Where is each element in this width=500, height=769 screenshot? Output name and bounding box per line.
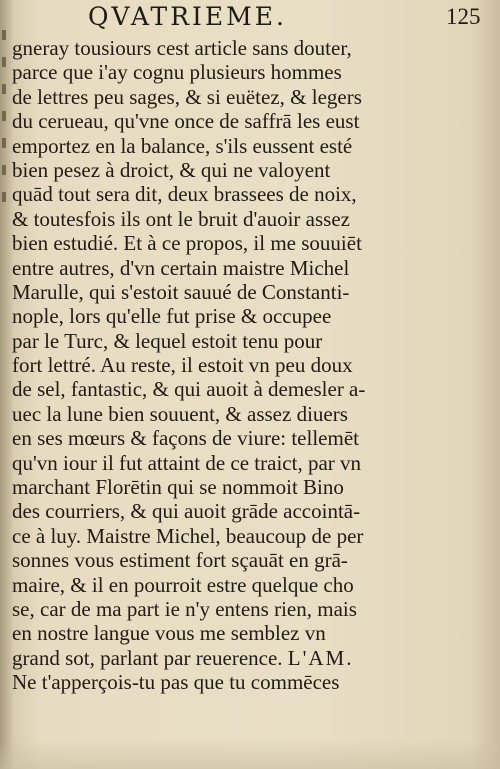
gutter-binding-marks xyxy=(0,30,12,230)
binding-mark xyxy=(2,84,6,94)
text-line: de sel, fantastic, & qui auoit à demesler a- xyxy=(12,377,366,402)
text-line: fort lettré. Au reste, il estoit vn peu doux xyxy=(12,353,353,378)
text-line: en nostre langue vous me semblez vn xyxy=(12,621,326,646)
text-line: & toutesfois ils ont le bruit d'auoir assez xyxy=(12,206,350,231)
binding-mark xyxy=(2,111,6,121)
text-line: maire, & il en pourroit estre quelque cho xyxy=(12,572,354,597)
text-line: gneray tousiours cest article sans douter, xyxy=(12,36,352,60)
text-line: qu'vn iour il fut attaint de ce traict, par vn xyxy=(12,450,362,475)
binding-mark xyxy=(2,30,6,40)
text-line: nople, lors qu'elle fut prise & occupee xyxy=(12,304,332,329)
text-line: uec la lune bien souuent, & assez diuers xyxy=(12,401,348,426)
binding-mark xyxy=(2,57,6,67)
text-line: ce à luy. Maistre Michel, beaucoup de per xyxy=(12,523,364,548)
running-title: QVATRIEME. xyxy=(88,2,287,31)
binding-mark xyxy=(2,138,6,148)
text-line: en ses mœurs & façons de viure: tellemēt xyxy=(12,426,359,451)
page-bottom-shadow xyxy=(0,739,500,769)
text-line: des courriers, & qui auoit grāde accointā- xyxy=(12,499,361,524)
text-line: parce que i'ay cognu plusieurs hommes xyxy=(12,60,342,85)
text-line: par le Turc, & lequel estoit tenu pour xyxy=(12,328,323,353)
text-line: se, car de ma part ie n'y entens rien, mais xyxy=(12,596,357,621)
text-line: quād tout sera dit, deux brassees de noix, xyxy=(12,182,357,207)
text-line: Ne t'apperçois-tu pas que tu commēces xyxy=(12,670,340,695)
text-line: bien estudié. Et à ce propos, il me souuiēt xyxy=(12,231,362,256)
text-line: Marulle, qui s'estoit sauué de Constanti- xyxy=(12,279,350,304)
text-line: de lettres peu sages, & si euëtez, & legers xyxy=(12,84,362,109)
text-line: sonnes vous estiment fort sçauāt en grā- xyxy=(12,548,348,573)
text-line: grand sot, parlant par reuerence. xyxy=(12,645,283,670)
text-line: emportez en la balance, s'ils eussent esté xyxy=(12,133,353,158)
text-line-with-speaker xyxy=(12,646,482,670)
binding-mark xyxy=(2,165,6,175)
body-text xyxy=(12,36,482,741)
text-line: bien pesez à droict, & qui ne valoyent xyxy=(12,157,331,182)
text-line: du cerueau, qu'vne once de saffrā les eust xyxy=(12,109,360,134)
binding-mark xyxy=(2,192,6,202)
text-line: marchant Florētin qui se nommoit Bino xyxy=(12,475,344,500)
text-line: entre autres, d'vn certain maistre Michel xyxy=(12,255,350,280)
page-number: 125 xyxy=(446,4,481,29)
speaker-tag: L'AM. xyxy=(287,645,354,670)
